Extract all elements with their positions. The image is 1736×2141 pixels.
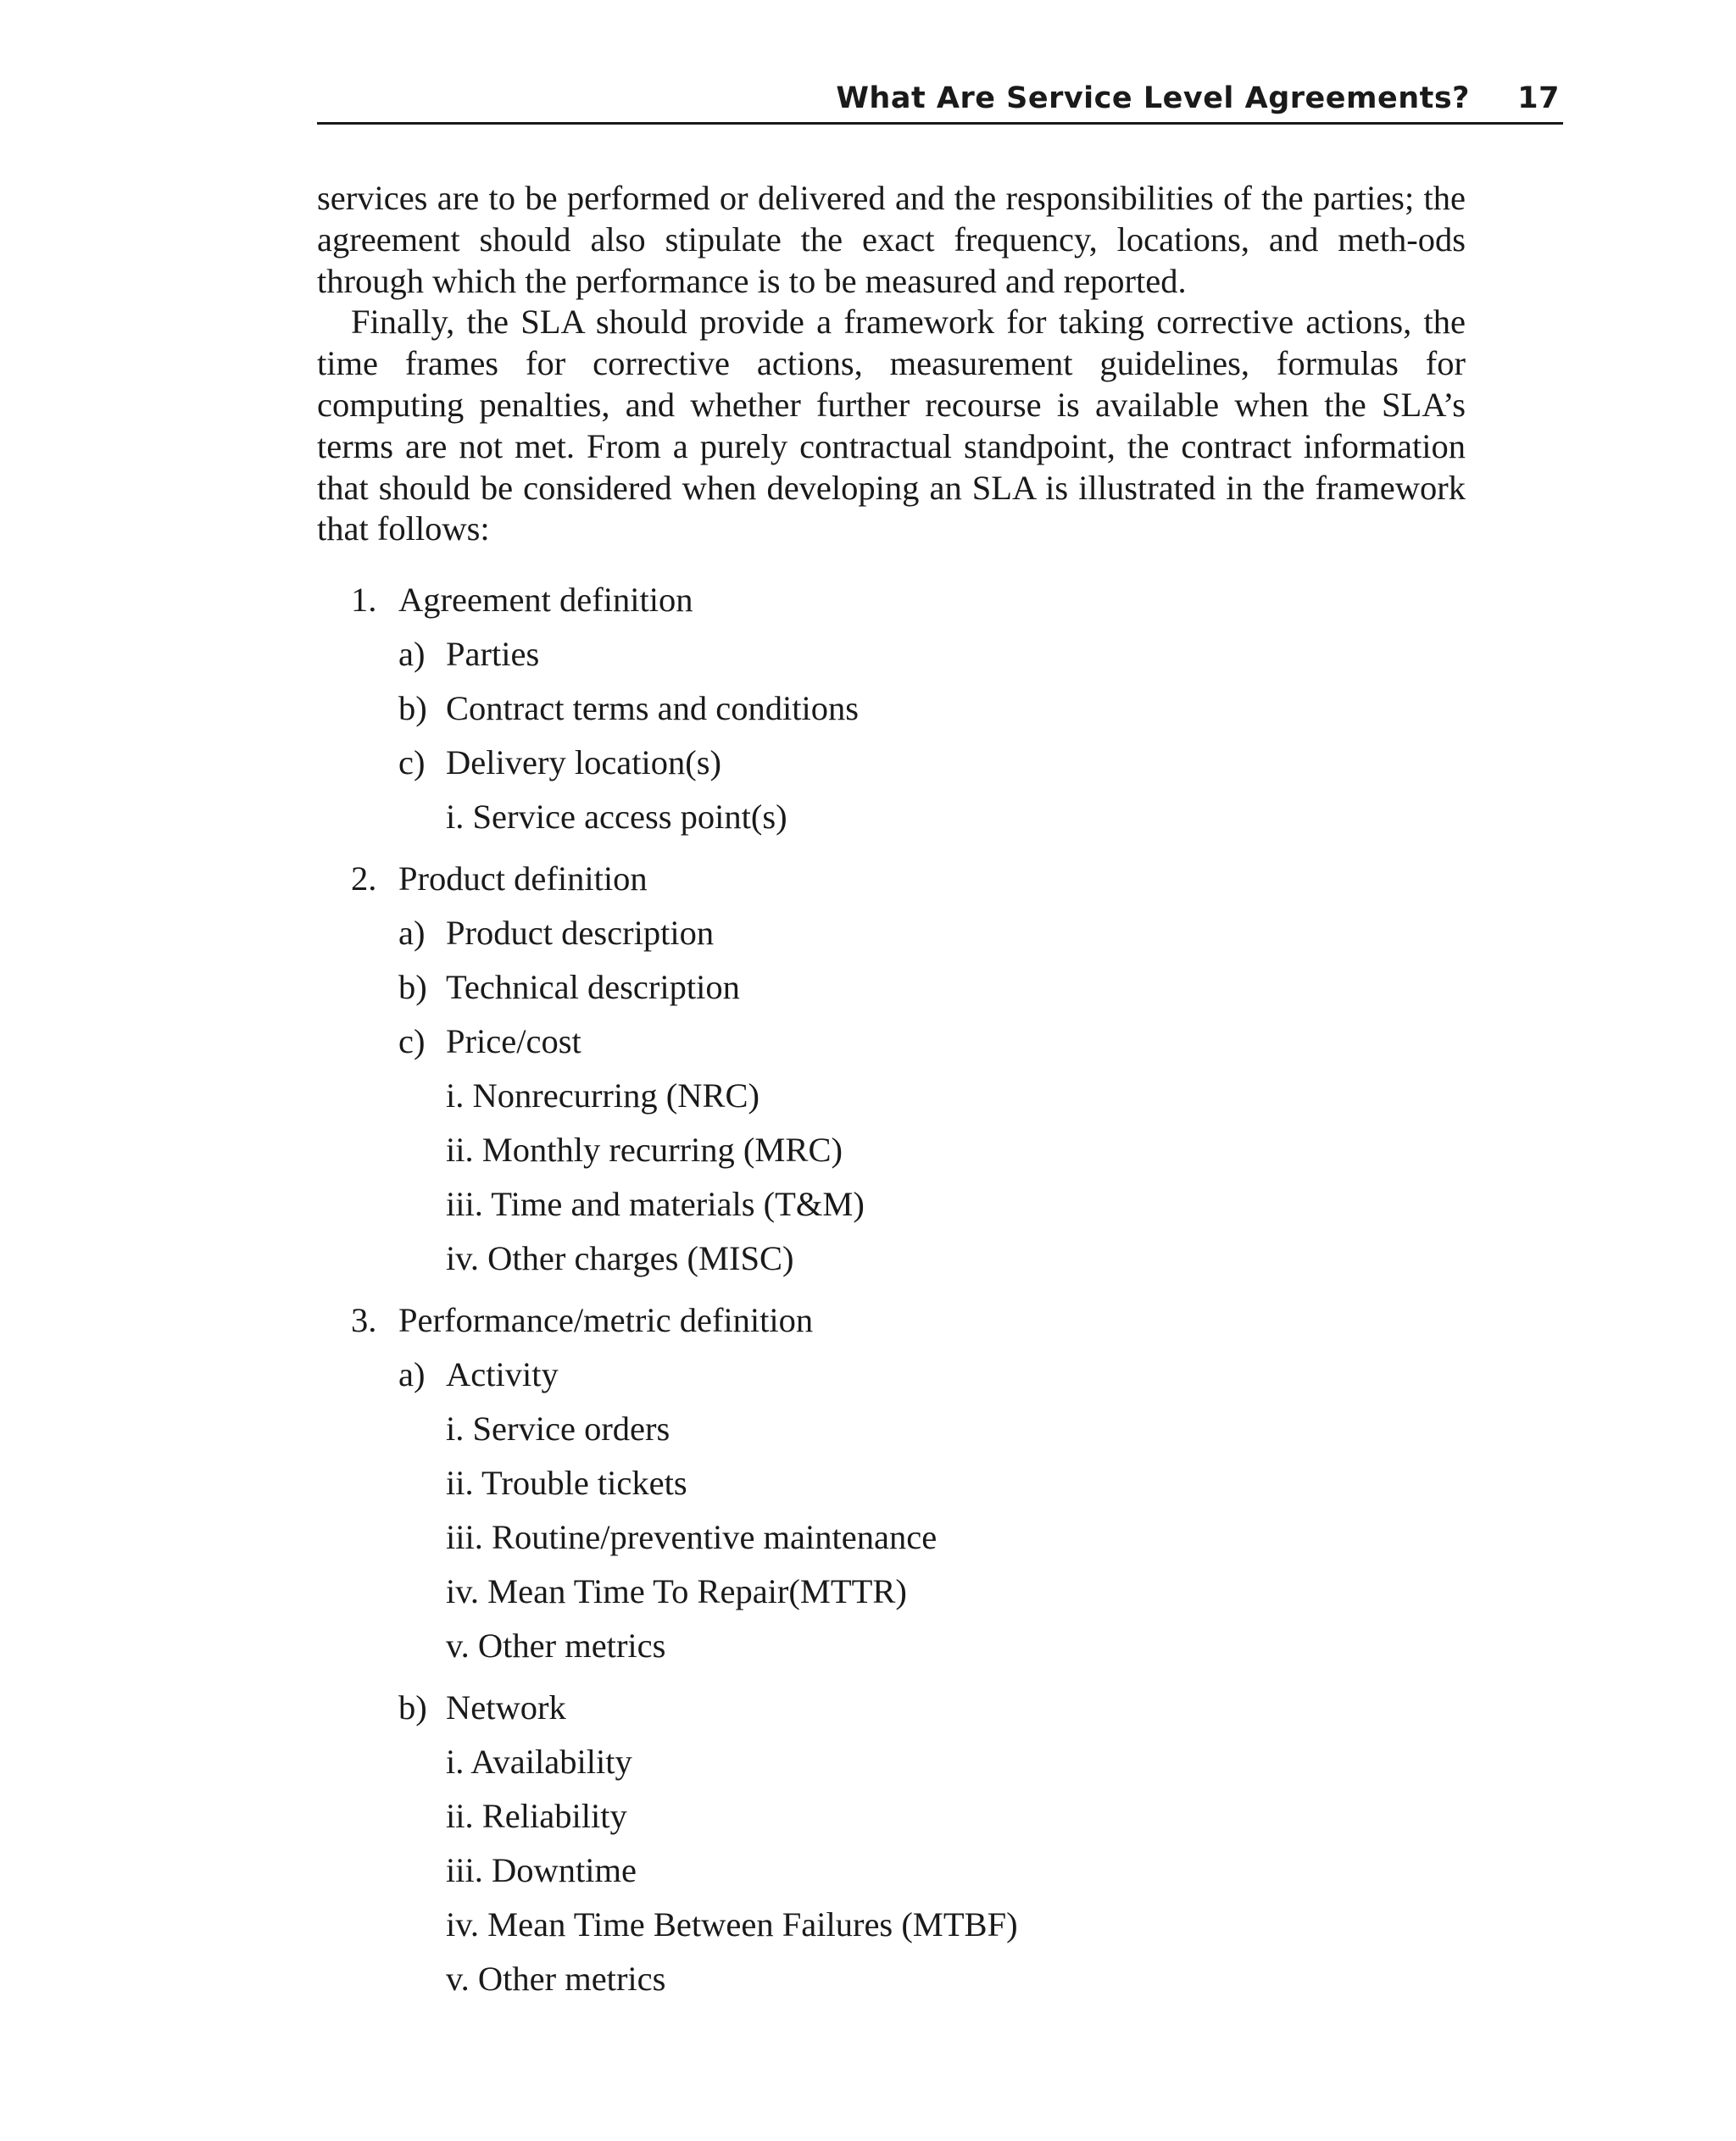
outline-label: iii. Downtime (446, 1851, 637, 1889)
outline-label: i. Service orders (446, 1410, 670, 1448)
outline-label: i. Service access point(s) (446, 798, 787, 836)
outline-label: i. Nonrecurring (NRC) (446, 1076, 760, 1115)
outline-label: ii. Reliability (446, 1797, 627, 1835)
outline-label: iv. Other charges (MISC) (446, 1239, 794, 1277)
outline-label: ii. Monthly recurring (MRC) (446, 1131, 843, 1169)
outline-number: 3. (351, 1301, 377, 1339)
body-text (317, 178, 1466, 550)
page-number: 17 (1517, 81, 1560, 115)
outline-number: 1. (351, 581, 377, 619)
outline-letter: c) (398, 1022, 426, 1060)
outline-label: Delivery location(s) (446, 743, 722, 781)
outline-label: Technical description (446, 968, 740, 1006)
outline-label: Parties (446, 635, 540, 673)
outline-letter: a) (398, 914, 426, 952)
running-header (317, 78, 1563, 125)
outline-letter: b) (398, 968, 427, 1006)
outline-label: iv. Mean Time To Repair(MTTR) (446, 1572, 907, 1610)
outline-label: Product definition (398, 859, 648, 898)
paragraph-finally: Finally, the SLA should provide a framework for taking corrective actions, the time frames for corrective actions, measurement guidelines, formulas for computing penalties, and whether further recourse is available when the SLA’s terms are not met. From a purely contractual standpoint, the contract information that should be considered when developing an SLA is illustrated in the framework that follows: (317, 303, 1466, 548)
outline-label: Contract terms and conditions (446, 689, 860, 727)
outline-label: ii. Trouble tickets (446, 1464, 687, 1502)
outline-label: Agreement definition (398, 581, 693, 619)
outline-label: v. Other metrics (446, 1627, 666, 1665)
running-header-title: What Are Service Level Agreements? (836, 81, 1470, 115)
outline-label: iii. Time and materials (T&M) (446, 1185, 865, 1223)
outline-label: Performance/metric definition (398, 1301, 814, 1339)
outline-number: 2. (351, 859, 377, 898)
outline-label: iii. Routine/preventive maintenance (446, 1518, 938, 1556)
outline-label: i. Availability (446, 1743, 632, 1781)
paragraph-continued: services are to be performed or delivered and the responsibilities of the parties; the agreement should also stipulate the exact frequency, locations, and meth-ods through which the performance is to be measured and reported. (317, 179, 1466, 300)
outline-label: Product description (446, 914, 715, 952)
outline-label: iv. Mean Time Between Failures (MTBF) (446, 1905, 1018, 1944)
outline-letter: a) (398, 635, 426, 673)
outline-letter: a) (398, 1355, 426, 1393)
outline-letter: b) (398, 689, 427, 727)
outline-letter: c) (398, 743, 426, 781)
outline-label: Activity (446, 1355, 559, 1393)
outline-label: Price/cost (446, 1022, 581, 1060)
outline-label: v. Other metrics (446, 1960, 666, 1998)
outline-label: Network (446, 1688, 566, 1727)
outline-letter: b) (398, 1688, 427, 1727)
